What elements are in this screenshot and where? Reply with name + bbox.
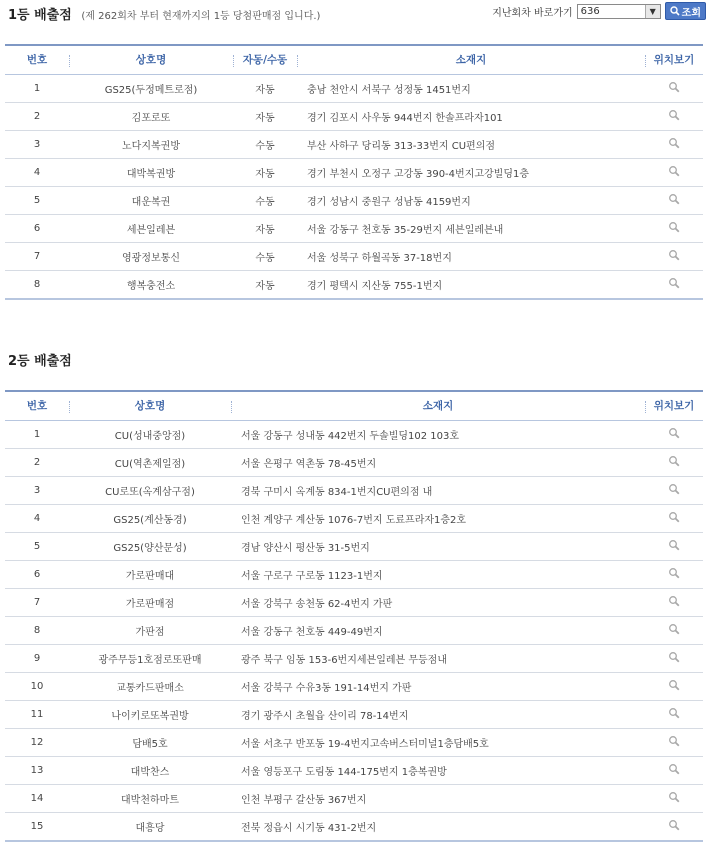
store-address: 인천 계양구 계산동 1076-7번지 도료프라자1층2호	[231, 504, 645, 532]
store-address: 서울 강동구 성내동 442번지 두솔빌딩102 103호	[231, 420, 645, 448]
store-name: CU(성내중앙점)	[69, 420, 231, 448]
store-address: 전북 정읍시 시기동 431-2번지	[231, 812, 645, 841]
store-name: 가로판매점	[69, 588, 231, 616]
row-number: 11	[5, 700, 69, 728]
purchase-type: 자동	[233, 270, 297, 299]
store-address: 경기 평택시 지산동 755-1번지	[297, 270, 645, 299]
magnifier-icon[interactable]	[668, 679, 680, 691]
row-number: 5	[5, 532, 69, 560]
magnifier-icon[interactable]	[668, 193, 680, 205]
row-number: 8	[5, 270, 69, 299]
search-button-label: 조회	[681, 7, 701, 19]
store-name: 대박찬스	[69, 756, 231, 784]
table-row	[5, 700, 703, 728]
row-number: 3	[5, 476, 69, 504]
table-row	[5, 420, 703, 448]
location-cell	[645, 476, 703, 504]
location-cell	[645, 158, 703, 186]
section2-title: 2등 배출점	[8, 354, 72, 369]
magnifier-icon[interactable]	[668, 221, 680, 233]
row-number: 4	[5, 158, 69, 186]
purchase-type: 수동	[233, 242, 297, 270]
store-address: 경기 광주시 초월읍 산이리 78-14번지	[231, 700, 645, 728]
purchase-type: 자동	[233, 214, 297, 242]
section1-title-wrap	[8, 4, 320, 23]
location-cell	[645, 532, 703, 560]
table-row	[5, 616, 703, 644]
magnifier-icon[interactable]	[668, 109, 680, 121]
round-nav	[492, 2, 706, 20]
purchase-type: 자동	[233, 102, 297, 130]
purchase-type: 수동	[233, 130, 297, 158]
purchase-type: 자동	[233, 74, 297, 102]
magnifier-icon[interactable]	[668, 511, 680, 523]
store-name: 담배5호	[69, 728, 231, 756]
store-name: CU(역촌제일점)	[69, 448, 231, 476]
row-number: 6	[5, 214, 69, 242]
col-header-name: 상호명	[69, 391, 231, 420]
store-name: 대박천하마트	[69, 784, 231, 812]
row-number: 14	[5, 784, 69, 812]
store-address: 경남 양산시 평산동 31-5번지	[231, 532, 645, 560]
magnifier-icon[interactable]	[668, 427, 680, 439]
table-row	[5, 270, 703, 299]
store-name: GS25(양산문성)	[69, 532, 231, 560]
magnifier-icon[interactable]	[668, 455, 680, 467]
magnifier-icon[interactable]	[668, 595, 680, 607]
section1-title: 1등 배출점	[8, 8, 72, 23]
location-cell	[645, 504, 703, 532]
section2-title-wrap	[8, 350, 72, 369]
col-header-location: 위치보기	[645, 45, 703, 74]
location-cell	[645, 728, 703, 756]
magnifier-icon[interactable]	[668, 137, 680, 149]
store-name: 대흥당	[69, 812, 231, 841]
col-header-address: 소재지	[297, 45, 645, 74]
store-name: CU로또(옥계삼구점)	[69, 476, 231, 504]
store-address: 서울 은평구 역촌동 78-45번지	[231, 448, 645, 476]
store-address: 서울 강북구 수유3동 191-14번지 가판	[231, 672, 645, 700]
table-row	[5, 532, 703, 560]
row-number: 1	[5, 420, 69, 448]
store-name: 행복충전소	[69, 270, 233, 299]
store-name: 노다지복권방	[69, 130, 233, 158]
magnifier-icon[interactable]	[668, 165, 680, 177]
magnifier-icon[interactable]	[668, 707, 680, 719]
first-prize-table	[5, 44, 703, 300]
store-address: 경기 부천시 오정구 고강동 390-4번지고강빌딩1층	[297, 158, 645, 186]
store-address: 서울 강동구 천호동 449-49번지	[231, 616, 645, 644]
magnifier-icon[interactable]	[668, 623, 680, 635]
row-number: 2	[5, 448, 69, 476]
row-number: 7	[5, 588, 69, 616]
row-number: 10	[5, 672, 69, 700]
row-number: 12	[5, 728, 69, 756]
store-address: 서울 구로구 구로동 1123-1번지	[231, 560, 645, 588]
store-address: 경기 성남시 중원구 성남동 4159번지	[297, 186, 645, 214]
table-row	[5, 588, 703, 616]
row-number: 4	[5, 504, 69, 532]
row-number: 8	[5, 616, 69, 644]
table-row	[5, 242, 703, 270]
store-name: 교통카드판매소	[69, 672, 231, 700]
round-select-value: 636	[580, 5, 600, 17]
table-row	[5, 672, 703, 700]
location-cell	[645, 270, 703, 299]
table-row	[5, 812, 703, 841]
store-name: 김포로또	[69, 102, 233, 130]
col-header-type: 자동/수동	[233, 45, 297, 74]
table-row	[5, 644, 703, 672]
store-address: 충남 천안시 서북구 성정동 1451번지	[297, 74, 645, 102]
table-row	[5, 158, 703, 186]
location-cell	[645, 130, 703, 158]
row-number: 13	[5, 756, 69, 784]
row-number: 6	[5, 560, 69, 588]
magnifier-icon[interactable]	[668, 651, 680, 663]
location-cell	[645, 186, 703, 214]
table-header-row	[5, 45, 703, 74]
location-cell	[645, 560, 703, 588]
round-nav-label: 지난회차 바로가기	[492, 7, 573, 19]
magnifier-icon[interactable]	[668, 249, 680, 261]
table-row	[5, 756, 703, 784]
col-header-address: 소재지	[231, 391, 645, 420]
round-select[interactable]	[577, 4, 661, 19]
table-row	[5, 784, 703, 812]
store-address: 경기 김포시 사우동 944번지 한솔프라자101	[297, 102, 645, 130]
location-cell	[645, 74, 703, 102]
store-address: 서울 강동구 천호동 35-29번지 세븐일레븐내	[297, 214, 645, 242]
magnifier-icon[interactable]	[668, 819, 680, 831]
magnifier-icon[interactable]	[668, 791, 680, 803]
table-row	[5, 186, 703, 214]
magnifier-icon[interactable]	[668, 735, 680, 747]
purchase-type: 수동	[233, 186, 297, 214]
location-cell	[645, 448, 703, 476]
store-name: 대운복권	[69, 186, 233, 214]
store-name: 광주무등1호점로또판매	[69, 644, 231, 672]
col-header-name: 상호명	[69, 45, 233, 74]
store-address: 경북 구미시 옥계동 834-1번지CU편의점 내	[231, 476, 645, 504]
store-address: 서울 영등포구 도림동 144-175번지 1층복권방	[231, 756, 645, 784]
row-number: 9	[5, 644, 69, 672]
table-row	[5, 74, 703, 102]
magnifier-icon[interactable]	[668, 567, 680, 579]
store-address: 서울 성북구 하월곡동 37-18번지	[297, 242, 645, 270]
store-address: 광주 북구 임동 153-6번지세븐일레븐 무등점내	[231, 644, 645, 672]
table-row	[5, 476, 703, 504]
store-name: 나이키로또복권방	[69, 700, 231, 728]
location-cell	[645, 616, 703, 644]
store-name: 세븐일레븐	[69, 214, 233, 242]
col-header-no: 번호	[5, 45, 69, 74]
table-row	[5, 560, 703, 588]
location-cell	[645, 784, 703, 812]
col-header-no: 번호	[5, 391, 69, 420]
store-address: 서울 강북구 송천동 62-4번지 가판	[231, 588, 645, 616]
row-number: 2	[5, 102, 69, 130]
store-name: 대박복권방	[69, 158, 233, 186]
magnifier-icon[interactable]	[668, 277, 680, 289]
store-name: GS25(두정메트로점)	[69, 74, 233, 102]
row-number: 1	[5, 74, 69, 102]
location-cell	[645, 644, 703, 672]
location-cell	[645, 672, 703, 700]
location-cell	[645, 102, 703, 130]
store-address: 인천 부평구 갈산동 367번지	[231, 784, 645, 812]
search-icon	[670, 6, 680, 16]
row-number: 3	[5, 130, 69, 158]
table-row	[5, 504, 703, 532]
store-name: 가판점	[69, 616, 231, 644]
location-cell	[645, 214, 703, 242]
magnifier-icon[interactable]	[668, 539, 680, 551]
section1-subtitle: (제 262회차 부터 현재까지의 1등 당첨판매점 입니다.)	[81, 11, 321, 22]
store-address: 부산 사하구 당리동 313-33번지 CU편의점	[297, 130, 645, 158]
row-number: 7	[5, 242, 69, 270]
row-number: 15	[5, 812, 69, 841]
magnifier-icon[interactable]	[668, 81, 680, 93]
table-row	[5, 728, 703, 756]
row-number: 5	[5, 186, 69, 214]
store-name: 영광정보통신	[69, 242, 233, 270]
location-cell	[645, 700, 703, 728]
location-cell	[645, 420, 703, 448]
store-name: GS25(계산동경)	[69, 504, 231, 532]
table-row	[5, 448, 703, 476]
location-cell	[645, 756, 703, 784]
table-header-row	[5, 391, 703, 420]
second-prize-table	[5, 390, 703, 842]
location-cell	[645, 588, 703, 616]
store-name: 가로판매대	[69, 560, 231, 588]
purchase-type: 자동	[233, 158, 297, 186]
magnifier-icon[interactable]	[668, 763, 680, 775]
location-cell	[645, 812, 703, 841]
table-row	[5, 130, 703, 158]
location-cell	[645, 242, 703, 270]
table-row	[5, 102, 703, 130]
search-button[interactable]	[665, 2, 706, 20]
table-row	[5, 214, 703, 242]
store-address: 서울 서초구 반포동 19-4번지고속버스터미널1층담배5호	[231, 728, 645, 756]
chevron-down-icon: ▼	[645, 5, 660, 18]
magnifier-icon[interactable]	[668, 483, 680, 495]
col-header-location: 위치보기	[645, 391, 703, 420]
